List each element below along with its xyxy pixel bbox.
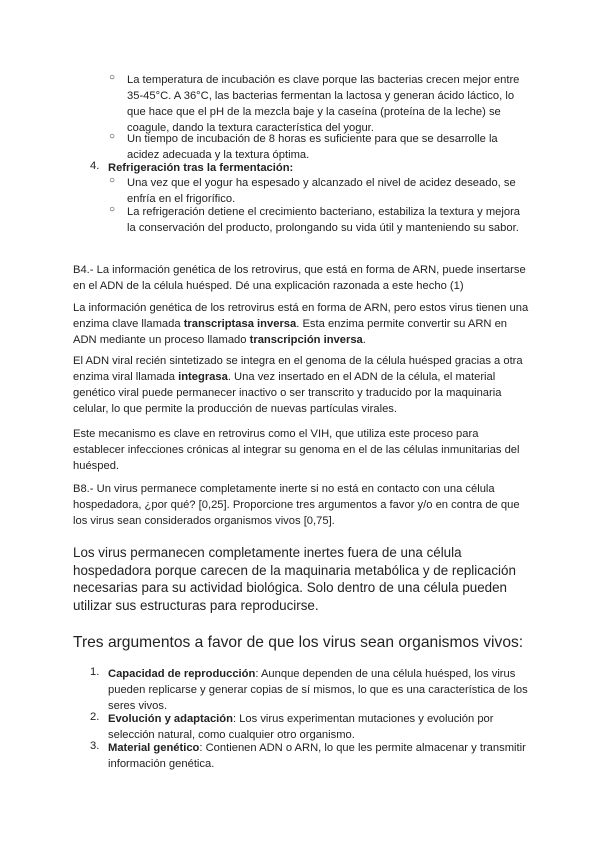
- question-b8: B8.- Un virus permanece completamente inerte si no está en contacto con una célula hospedadora, ¿por qué? [0,25]. Proporcione tres argumentos a favor y/o en contra de que los virus sean considerados organismos vivos [0,75].: [73, 483, 520, 527]
- argument-item: Material genético: Contienen ADN o ARN, lo que les permite almacenar y transmitir información genética.: [108, 742, 526, 770]
- circle-bullet-icon: ○: [109, 175, 116, 186]
- argument-item: Evolución y adaptación: Los virus experimentan mutaciones y evolución por selección natural, como cualquier otro organismo.: [108, 713, 494, 741]
- arguments-heading: Tres argumentos a favor de que los virus sean organismos vivos:: [73, 634, 524, 651]
- b4-paragraph-3: Este mecanismo es clave en retrovirus como el VIH, que utiliza este proceso para establecer infecciones crónicas al integrar su genoma en el de las células inmunitarias del huésped.: [73, 428, 520, 472]
- sub-list-item-text: La refrigeración detiene el crecimiento bacteriano, estabiliza la textura y mejora la conservación del producto, prolongando su vida útil y manteniendo su sabor.: [127, 206, 521, 234]
- b4-paragraph-1: La información genética de los retrovirus está en forma de ARN, pero estos virus tienen una enzima clave llamada transcriptasa inversa. Esta enzima permite convertir su ARN en ADN mediante un proceso llamado transcripción inversa.: [73, 302, 529, 346]
- list-number: 2.: [90, 711, 100, 723]
- argument-item: Capacidad de reproducción: Aunque dependen de una célula huésped, los virus pueden replicarse y generar copias de sí mismos, lo que es una característica de los seres vivos.: [108, 668, 528, 712]
- circle-bullet-icon: ○: [109, 131, 116, 142]
- list-number: 1.: [90, 666, 100, 678]
- sub-list-item: [109, 204, 529, 236]
- circle-bullet-icon: ○: [109, 204, 116, 215]
- list-number: 3.: [90, 740, 100, 752]
- b4-paragraph-2: El ADN viral recién sintetizado se integra en el genoma de la célula huésped gracias a otra enzima viral llamada integrasa. Una vez insertado en el ADN de la célula, el material genético viral puede permanecer inactivo o ser transcrito y traducido por la maquinaria celular, lo que permite la producción de nuevas partículas virales.: [73, 355, 523, 415]
- sub-list-item: [109, 175, 529, 207]
- question-b4: B4.- La información genética de los retrovirus, que está en forma de ARN, puede insertarse en el ADN de la célula huésped. Dé una explicación razonada a este hecho (1): [73, 264, 526, 292]
- sub-list-item-text: Un tiempo de incubación de 8 horas es suficiente para que se desarrolle la acidez adecuada y la textura óptima.: [127, 133, 498, 161]
- list-number: 4.: [90, 160, 100, 172]
- list-item-title: Refrigeración tras la fermentación:: [108, 162, 294, 174]
- sub-list-item-text: Una vez que el yogur ha espesado y alcanzado el nivel de acidez deseado, se enfría en el frigorífico.: [127, 177, 516, 205]
- b8-answer: Los virus permanecen completamente inertes fuera de una célula hospedadora porque carecen de la maquinaria metabólica y de replicación necesarias para su actividad biológica. Solo dentro de una célula pueden utilizar sus estructuras para reproducirse.: [73, 545, 516, 613]
- sub-list-item: [109, 72, 529, 136]
- circle-bullet-icon: ○: [109, 72, 116, 83]
- sub-list-item-text: La temperatura de incubación es clave porque las bacterias crecen mejor entre 35-45°C. A 36°C, las bacterias fermentan la lactosa y generan ácido láctico, lo que hace que el pH de la mezcla baje y la caseína (proteína de la leche) se coagule, dando la textura característica del yogur.: [127, 74, 520, 134]
- sub-list-item: [109, 131, 529, 163]
